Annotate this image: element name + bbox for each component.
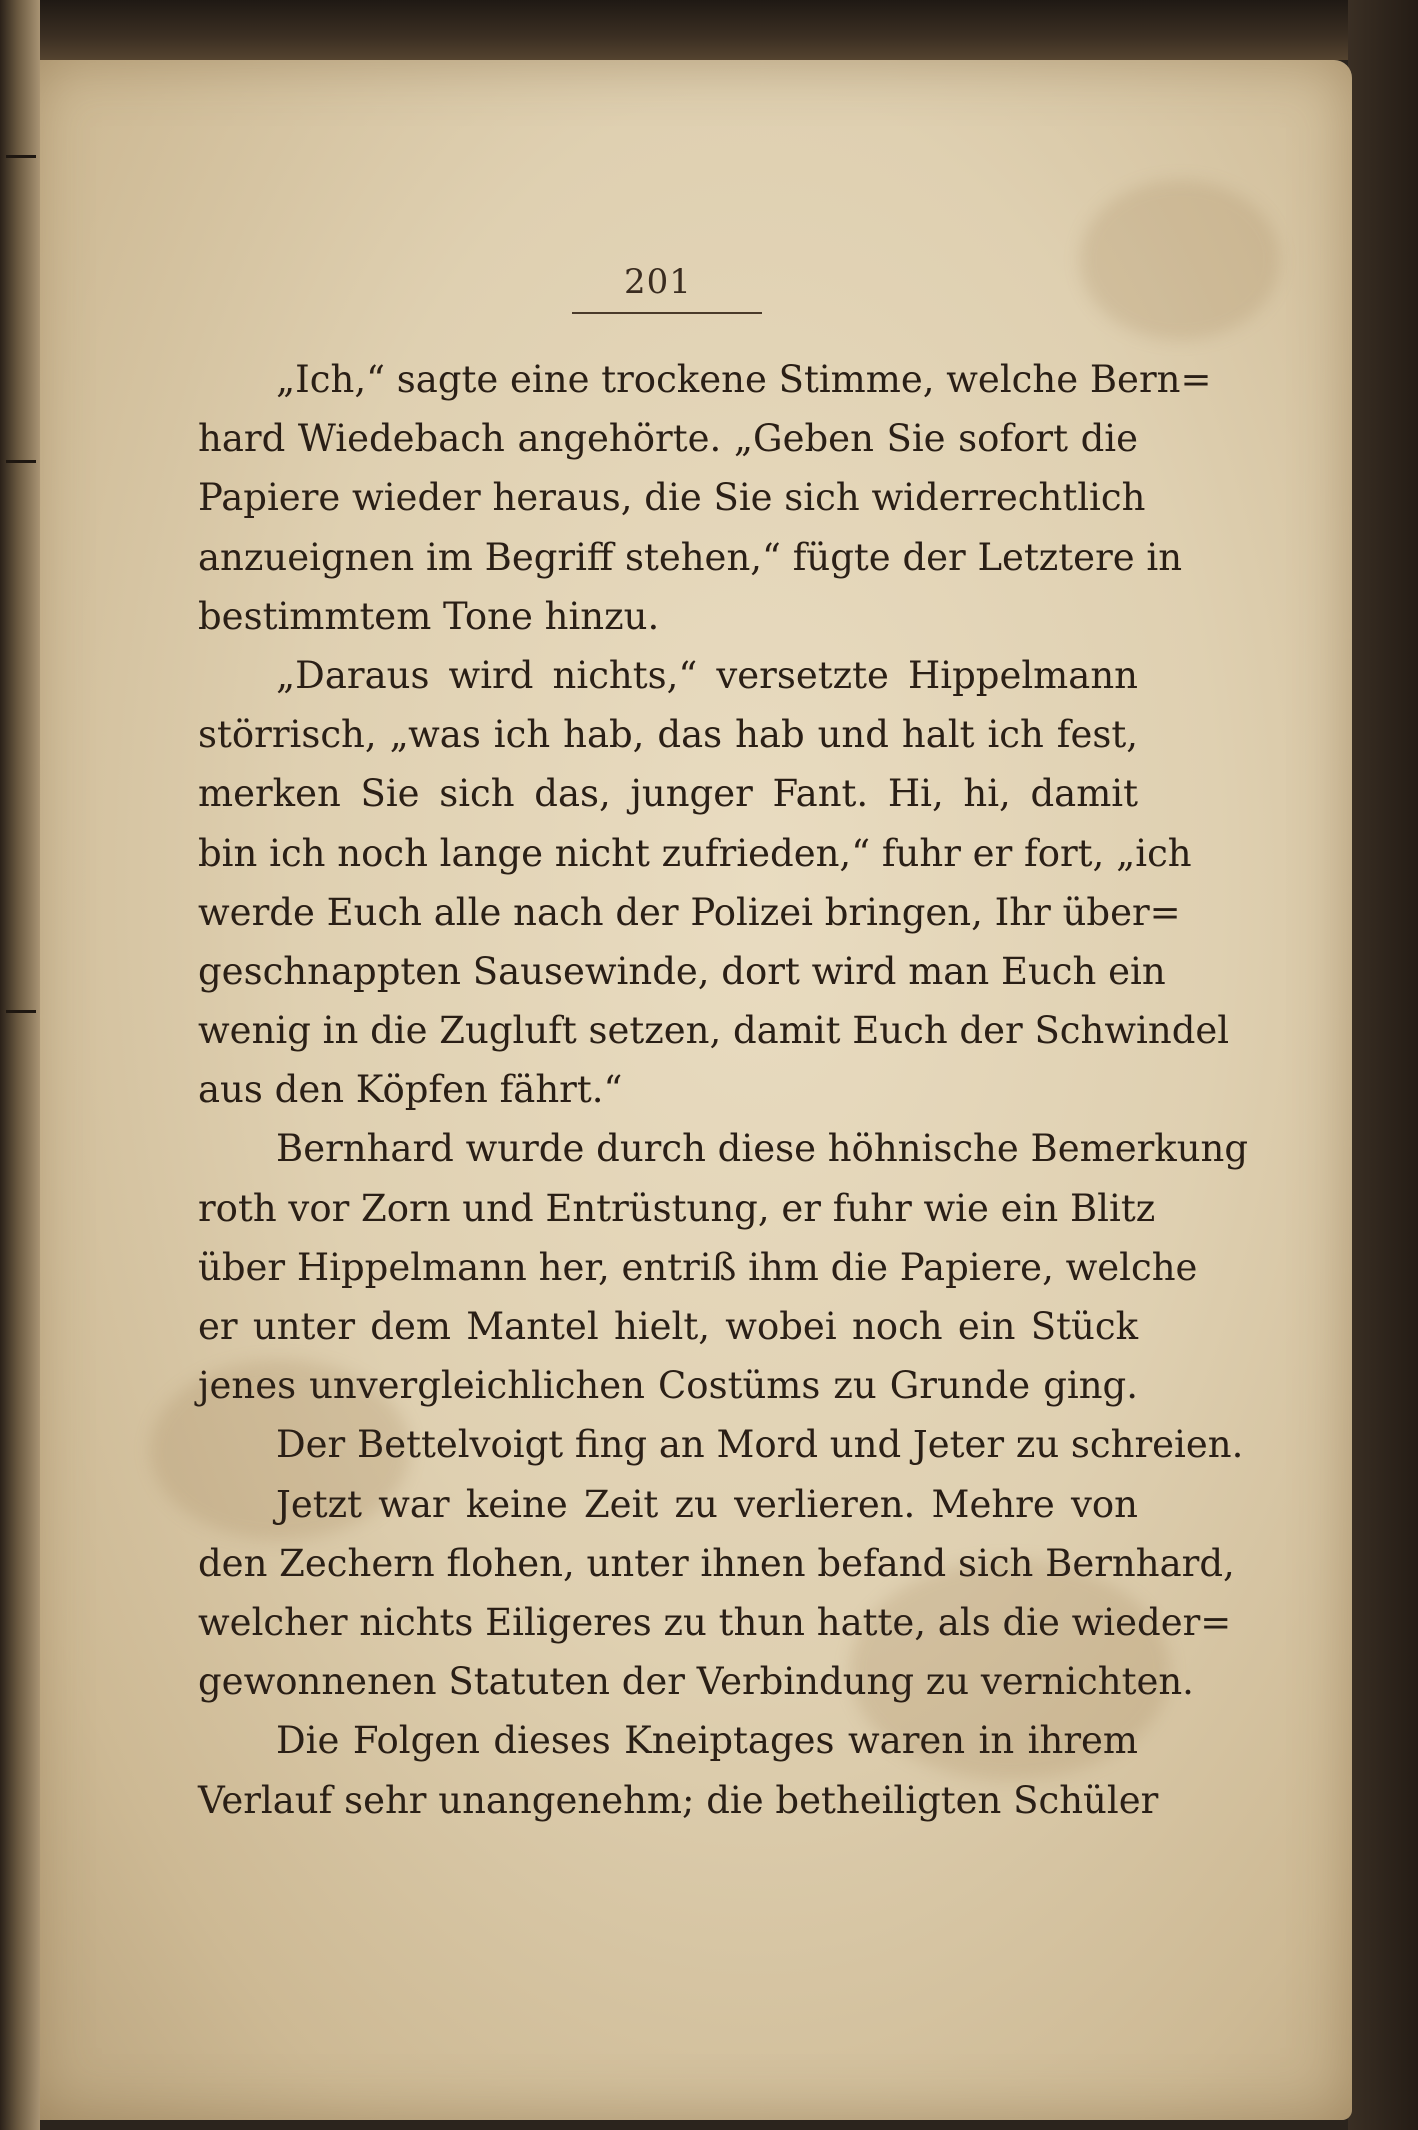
text-line: aus den Köpfen fährt.“: [198, 1068, 623, 1112]
page-number: 201: [624, 262, 692, 302]
binding-mark: [6, 1010, 36, 1013]
text-line: Papiere wieder heraus, die Sie sich widerrechtlich: [198, 476, 1146, 520]
text-line: gewonnenen Statuten der Verbindung zu vernichten.: [198, 1660, 1194, 1704]
body-text: [198, 350, 1249, 1830]
text-line: Die Folgen dieses Kneiptages waren in ihrem: [276, 1719, 1138, 1763]
text-line: „Ich,“ sagte eine trockene Stimme, welche Bern=: [276, 358, 1212, 401]
book-gutter: [0, 0, 40, 2130]
text-line: störrisch, „was ich hab, das hab und halt ich fest,: [198, 713, 1138, 757]
text-line: bestimmtem Tone hinzu.: [198, 594, 660, 638]
text-line: Der Bettelvoigt fing an Mord und Jeter zu schreien.: [276, 1423, 1244, 1467]
text-line: jenes unvergleichlichen Costüms zu Grunde ging.: [198, 1364, 1138, 1408]
text-line: Bernhard wurde durch diese höhnische Bemerkung: [276, 1127, 1249, 1171]
text-line: über Hippelmann her, entriß ihm die Papiere, welche: [198, 1245, 1198, 1289]
text-line: anzueignen im Begriff stehen,“ fügte der Letztere in: [198, 535, 1183, 579]
text-line: „Daraus wird nichts,“ versetzte Hippelmann: [276, 653, 1138, 697]
text-line: merken Sie sich das, junger Fant. Hi, hi, damit: [198, 772, 1138, 816]
text-line: den Zechern flohen, unter ihnen befand sich Bernhard,: [198, 1541, 1235, 1585]
text-line: werde Euch alle nach der Polizei bringen, Ihr über=: [198, 890, 1181, 934]
text-line: Jetzt war keine Zeit zu verlieren. Mehre von: [276, 1482, 1138, 1526]
text-line: welcher nichts Eiligeres zu thun hatte, als die wieder=: [198, 1600, 1232, 1644]
text-line: bin ich noch lange nicht zufrieden,“ fuhr er fort, „ich: [198, 831, 1192, 875]
text-line: er unter dem Mantel hielt, wobei noch ein Stück: [198, 1305, 1138, 1348]
binding-mark: [6, 155, 36, 158]
book-top-edge: [0, 0, 1418, 60]
text-line: roth vor Zorn und Entrüstung, er fuhr wie ein Blitz: [198, 1186, 1156, 1230]
text-line: geschnappten Sausewinde, dort wird man Euch ein: [198, 949, 1166, 993]
book-right-edge: [1348, 0, 1418, 2130]
page-number-rule: [572, 312, 762, 314]
binding-mark: [6, 460, 36, 463]
text-line: Verlauf sehr unangenehm; die betheiligten Schüler: [198, 1778, 1159, 1822]
paper-stain: [1080, 180, 1280, 340]
text-line: wenig in die Zugluft setzen, damit Euch der Schwindel: [198, 1009, 1230, 1053]
text-line: hard Wiedebach angehörte. „Geben Sie sofort die: [198, 417, 1138, 461]
